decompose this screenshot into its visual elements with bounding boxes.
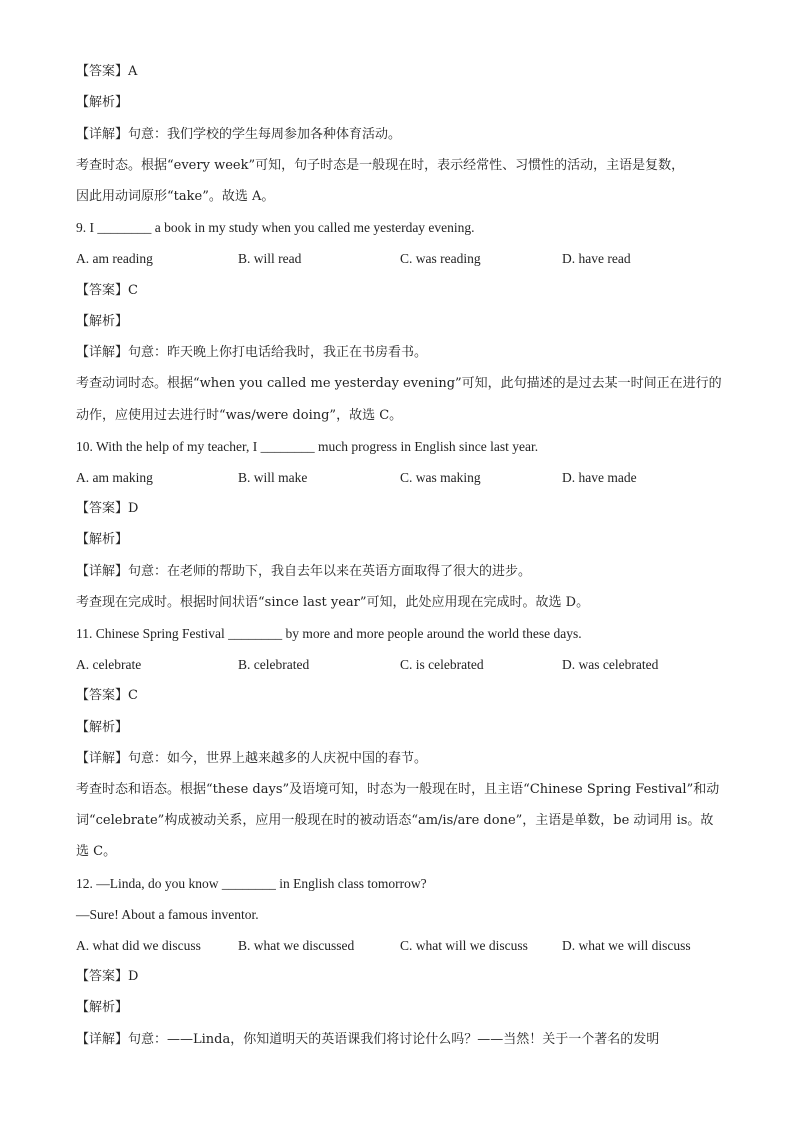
answer-label: 【答案】A <box>76 64 138 79</box>
question-12: 12. —Linda, do you know ________ in English class tomorrow? <box>76 876 427 891</box>
option-d: D. what we will discuss <box>562 938 691 953</box>
explanation-text: 考查时态和语态。根据“these days”及语境可知，时态为一般现在时，且主语“Chinese Spring Festival”和动 <box>76 782 720 797</box>
option-c: C. was making <box>400 470 481 485</box>
answer-label: 【答案】D <box>76 969 139 984</box>
answer-label: 【答案】C <box>76 283 138 298</box>
explanation-text: 考查现在完成时。根据时间状语“since last year”可知，此处应用现在完成时。故选 D。 <box>76 595 590 610</box>
detail-text: 【详解】句意：昨天晚上你打电话给我时，我正在书房看书。 <box>76 345 428 360</box>
option-c: C. is celebrated <box>400 657 484 672</box>
question-9: 9. I ________ a book in my study when you called me yesterday evening. <box>76 220 475 235</box>
analysis-label: 【解析】 <box>76 1000 129 1015</box>
option-d: D. have made <box>562 470 637 485</box>
explanation-text: 考查时态。根据“every week”可知，句子时态是一般现在时，表示经常性、习惯性的活动，主语是复数， <box>76 158 685 173</box>
option-b: B. will make <box>238 470 308 485</box>
analysis-label: 【解析】 <box>76 532 129 547</box>
option-c: C. what will we discuss <box>400 938 528 953</box>
detail-text: 【详解】句意：如今，世界上越来越多的人庆祝中国的春节。 <box>76 751 428 766</box>
explanation-text: 考查动词时态。根据“when you called me yesterday evening”可知，此句描述的是过去某一时间正在进行的 <box>76 376 722 391</box>
option-b: B. will read <box>238 251 302 266</box>
option-a: A. what did we discuss <box>76 938 201 953</box>
option-b: B. what we discussed <box>238 938 355 953</box>
analysis-label: 【解析】 <box>76 720 129 735</box>
option-a: A. celebrate <box>76 657 142 672</box>
answer-label: 【答案】C <box>76 688 138 703</box>
detail-text: 【详解】句意：我们学校的学生每周参加各种体育活动。 <box>76 127 402 142</box>
option-a: A. am reading <box>76 251 153 266</box>
option-b: B. celebrated <box>238 657 310 672</box>
detail-text: 【详解】句意：在老师的帮助下，我自去年以来在英语方面取得了很大的进步。 <box>76 564 532 579</box>
explanation-text: 选 C。 <box>76 844 117 859</box>
detail-text: 【详解】句意：——Linda，你知道明天的英语课我们将讨论什么吗？——当然！关于一个著名的发明 <box>76 1032 660 1047</box>
question-10: 10. With the help of my teacher, I ________ much progress in English since last year. <box>76 439 539 454</box>
option-c: C. was reading <box>400 251 481 266</box>
analysis-label: 【解析】 <box>76 95 129 110</box>
explanation-text: 因此用动词原形“take”。故选 A。 <box>76 189 275 204</box>
answer-label: 【答案】D <box>76 501 139 516</box>
question-11: 11. Chinese Spring Festival ________ by more and more people around the world these days. <box>76 626 582 641</box>
option-d: D. have read <box>562 251 631 266</box>
analysis-label: 【解析】 <box>76 314 129 329</box>
option-a: A. am making <box>76 470 153 485</box>
question-12-reply: —Sure! About a famous inventor. <box>76 907 259 922</box>
explanation-text: 词“celebrate”构成被动关系，应用一般现在时的被动语态“am/is/are done”，主语是单数，be 动词用 is。故 <box>76 813 714 828</box>
explanation-text: 动作，应使用过去进行时“was/were doing”，故选 C。 <box>76 408 403 423</box>
option-d: D. was celebrated <box>562 657 659 672</box>
